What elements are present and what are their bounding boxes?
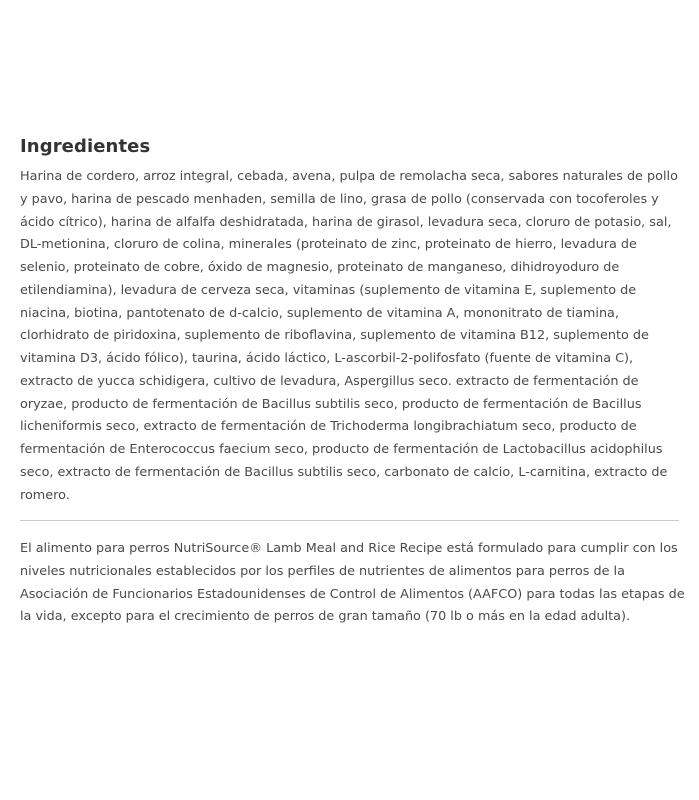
ingredients-heading: Ingredientes — [20, 136, 151, 157]
section-divider — [20, 520, 679, 521]
aafco-statement: El alimento para perros NutriSource® Lamb Meal and Rice Recipe está formulado para cumplir con los niveles nutricionales establecidos por los perfiles de nutrientes de alimentos para perros de la Asociación de Funcionarios Estadounidenses de Control de Alimentos (AAFCO) para todas las etapas de la vida, excepto para el crecimiento de perros de gran tamaño (70 lb o más en la edad adulta). — [20, 541, 685, 625]
ingredients-text: Harina de cordero, arroz integral, cebada, avena, pulpa de remolacha seca, sabores naturales de pollo y pavo, harina de pescado menhaden, semilla de lino, grasa de pollo (conservada con tocoferoles y ácido cítrico), harina de alfalfa deshidratada, harina de girasol, levadura seca, cloruro de potasio, sal, DL-metionina, cloruro de colina, minerales (proteinato de zinc, proteinato de hierro, levadura de selenio, proteinato de cobre, óxido de magnesio, proteinato de manganeso, dihidroyoduro de etilendiamina), levadura de cerveza seca, vitaminas (suplemento de vitamina E, suplemento de niacina, biotina, pantotenato de d-calcio, suplemento de vitamina A, mononitrato de tiamina, clorhidrato de piridoxina, suplemento de riboflavina, suplemento de vitamina B12, suplemento de vitamina D3, ácido fólico), taurina, ácido láctico, L-ascorbil-2-polifosfato (fuente de vitamina C), extracto de yucca schidigera, cultivo de levadura, Aspergillus seco. extracto de fermentación de oryzae, producto de fermentación de Bacillus subtilis seco, producto de fermentación de Bacillus licheniformis seco, extracto de fermentación de Trichoderma longibrachiatum seco, producto de fermentación de Enterococcus faecium seco, producto de fermentación de Lactobacillus acidophilus seco, extracto de fermentación de Bacillus subtilis seco, carbonato de calcio, L-carnitina, extracto de romero. — [20, 169, 678, 503]
